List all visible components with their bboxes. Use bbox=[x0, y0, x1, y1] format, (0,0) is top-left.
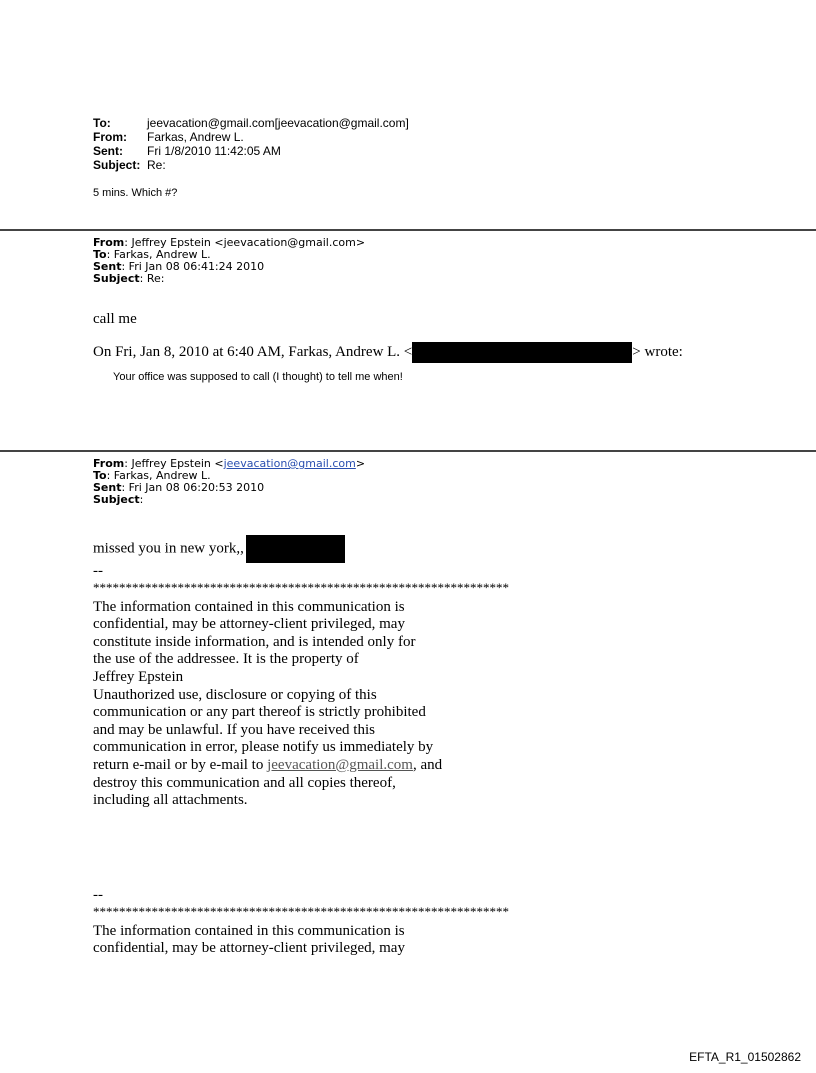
sent-value: : Fri Jan 08 06:20:53 2010 bbox=[121, 481, 265, 494]
email2-body: call me bbox=[93, 311, 137, 327]
redaction-box bbox=[246, 535, 345, 563]
from-value: : Jeffrey Epstein <jeevacation@gmail.com> bbox=[124, 236, 366, 249]
email3-body-line bbox=[93, 535, 345, 563]
disclaimer-line: communication or any part thereof is strictly prohibited bbox=[93, 704, 426, 721]
disclaimer-line: The information contained in this communication is bbox=[93, 598, 405, 615]
from-label: From bbox=[93, 457, 125, 470]
sig-stars: **************************************************************** bbox=[93, 579, 509, 595]
quoted-text: Your office was supposed to call (I thought) to tell me when! bbox=[113, 371, 403, 383]
quote-intro bbox=[93, 342, 683, 363]
to-label: To bbox=[93, 469, 107, 482]
divider bbox=[0, 450, 816, 452]
to-value: jeevacation@gmail.com[jeevacation@gmail.com] bbox=[147, 116, 409, 130]
disclaimer-text: , and bbox=[412, 756, 443, 773]
sent-value: : Fri Jan 08 06:41:24 2010 bbox=[121, 260, 265, 273]
sig-dash: -- bbox=[93, 563, 103, 579]
disclaimer-line: including all attachments. bbox=[93, 792, 248, 809]
disclaimer-line: confidential, may be attorney-client privileged, may bbox=[93, 616, 405, 633]
disclaimer-line: confidential, may be attorney-client privileged, may bbox=[93, 940, 405, 957]
redaction-box bbox=[412, 342, 632, 363]
sent-value: Fri 1/8/2010 11:42:05 AM bbox=[147, 144, 281, 158]
to-value: : Farkas, Andrew L. bbox=[106, 469, 211, 482]
subject-value: : bbox=[139, 493, 144, 506]
sig-dash: -- bbox=[93, 887, 103, 903]
disclaimer-email-link[interactable]: jeevacation@gmail.com bbox=[267, 756, 413, 773]
subject-value: : Re: bbox=[139, 272, 165, 285]
email1-body: 5 mins. Which #? bbox=[93, 187, 178, 199]
disclaimer-line: Unauthorized use, disclosure or copying of this bbox=[93, 686, 377, 703]
subject-value: Re: bbox=[147, 158, 166, 172]
subject-label: Subject bbox=[93, 493, 140, 506]
to-label: To: bbox=[93, 116, 111, 130]
from-email-link[interactable]: jeevacation@gmail.com bbox=[223, 457, 356, 470]
disclaimer-line: the use of the addressee. It is the property of bbox=[93, 651, 359, 668]
from-value: Farkas, Andrew L. bbox=[147, 130, 244, 144]
email3-body: missed you in new york,, bbox=[93, 540, 244, 557]
disclaimer-line: and may be unlawful. If you have received this bbox=[93, 721, 375, 738]
disclaimer-line: destroy this communication and all copies thereof, bbox=[93, 774, 396, 791]
from-label: From bbox=[93, 236, 125, 249]
sent-label: Sent: bbox=[93, 144, 123, 158]
disclaimer-line: communication in error, please notify us immediately by bbox=[93, 739, 434, 756]
disclaimer-line: constitute inside information, and is intended only for bbox=[93, 633, 416, 650]
disclaimer-text: return e-mail or by e-mail to bbox=[93, 756, 268, 773]
subject-label: Subject bbox=[93, 272, 140, 285]
disclaimer-line: Jeffrey Epstein bbox=[93, 668, 184, 685]
disclaimer-line bbox=[93, 757, 509, 775]
quote-intro-text: On Fri, Jan 8, 2010 at 6:40 AM, Farkas, Andrew L. < bbox=[93, 343, 413, 360]
sent-label: Sent bbox=[93, 481, 122, 494]
quote-intro-wrote: > wrote: bbox=[632, 343, 683, 360]
from-suffix: > bbox=[355, 457, 366, 470]
from-label: From: bbox=[93, 130, 127, 144]
sig-stars: **************************************************************** bbox=[93, 903, 509, 919]
email1-header bbox=[93, 116, 409, 172]
disclaimer-line: The information contained in this communication is bbox=[93, 922, 405, 939]
to-label: To bbox=[93, 248, 107, 261]
to-value: : Farkas, Andrew L. bbox=[106, 248, 211, 261]
from-value: : Jeffrey Epstein < bbox=[124, 457, 224, 470]
signature-block bbox=[93, 563, 509, 810]
document-id: EFTA_R1_01502862 bbox=[689, 1050, 801, 1064]
email3-header bbox=[93, 458, 365, 506]
sent-label: Sent bbox=[93, 260, 122, 273]
signature-block-2 bbox=[93, 887, 509, 958]
subject-label: Subject: bbox=[93, 158, 141, 172]
divider bbox=[0, 229, 816, 231]
email2-header bbox=[93, 237, 365, 285]
